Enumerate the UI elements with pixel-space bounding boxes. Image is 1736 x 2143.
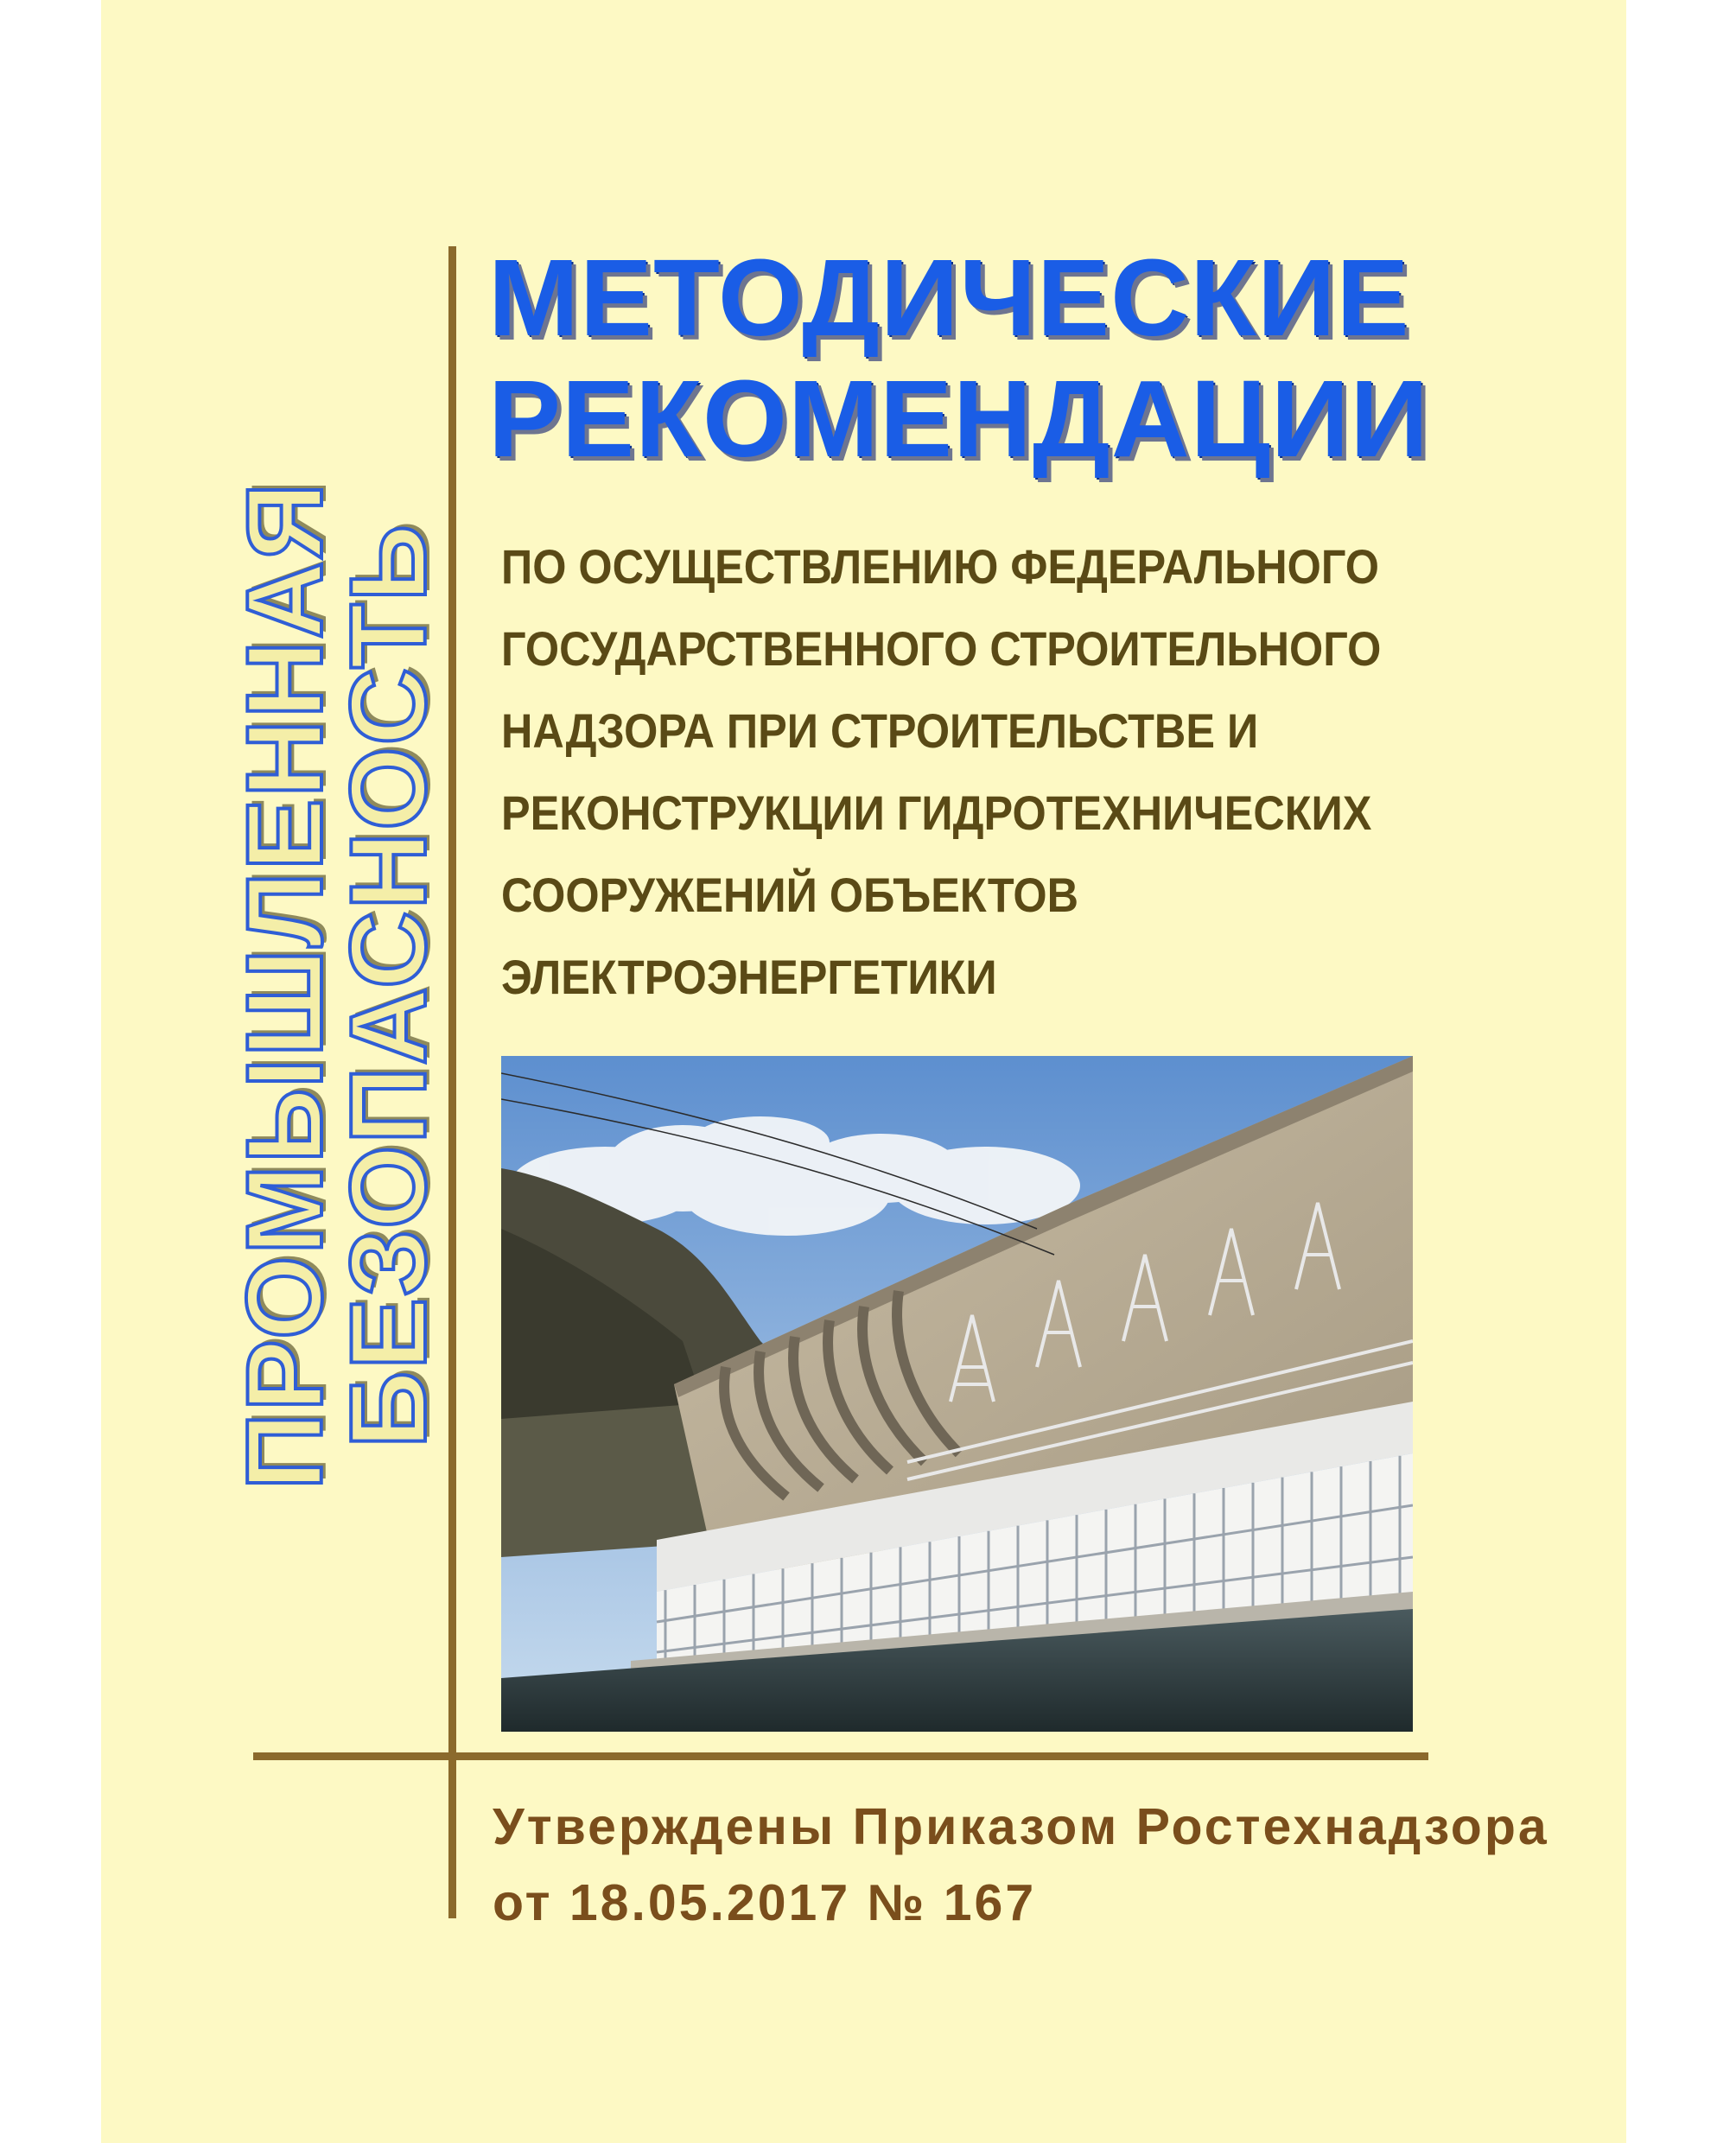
series-title [226, 232, 448, 1739]
main-title [488, 238, 1439, 480]
horizontal-divider [253, 1752, 1428, 1760]
subtitle [501, 525, 1382, 1018]
subtitle-line-3: НАДЗОРА ПРИ СТРОИТЕЛЬСТВЕ И [501, 703, 1259, 758]
subtitle-line-5: СООРУЖЕНИЙ ОБЪЕКТОВ [501, 868, 1078, 922]
approval-line-1: Утверждены Приказом Ростехнадзора [493, 1798, 1549, 1855]
main-title-line-1: МЕТОДИЧЕСКИЕ [488, 237, 1410, 359]
subtitle-line-6: ЭЛЕКТРОЭНЕРГЕТИКИ [501, 950, 997, 1004]
subtitle-line-2: ГОСУДАРСТВЕННОГО СТРОИТЕЛЬНОГО [501, 621, 1382, 676]
hydro-dam-illustration [501, 1056, 1413, 1732]
approval-note [493, 1789, 1549, 1941]
series-title-line-1: ПРОМЫШЛЕННАЯ [226, 480, 345, 1491]
approval-line-2: от 18.05.2017 № 167 [493, 1874, 1037, 1931]
hydro-dam-photo [501, 1056, 1413, 1732]
subtitle-line-1: ПО ОСУЩЕСТВЛЕНИЮ ФЕДЕРАЛЬНОГО [501, 539, 1380, 594]
series-title-line-2: БЕЗОПАСНОСТЬ [329, 523, 448, 1448]
main-title-line-2: РЕКОМЕНДАЦИИ [488, 358, 1429, 480]
subtitle-line-4: РЕКОНСТРУКЦИИ ГИДРОТЕХНИЧЕСКИХ [501, 785, 1372, 840]
vertical-divider [448, 246, 456, 1918]
